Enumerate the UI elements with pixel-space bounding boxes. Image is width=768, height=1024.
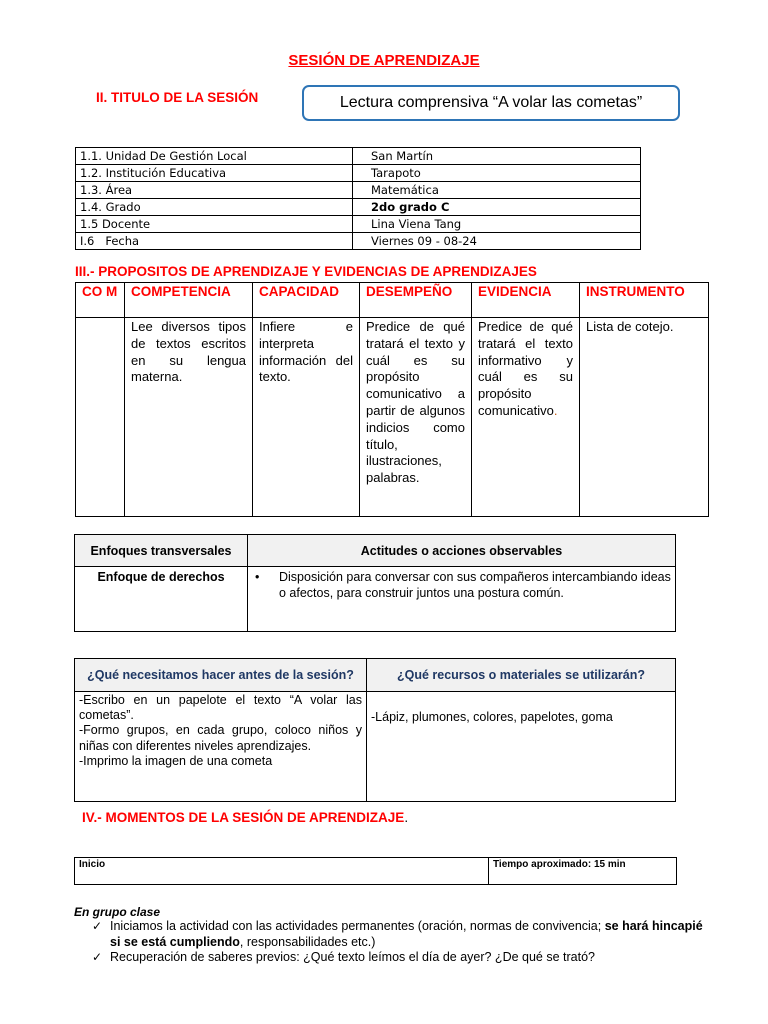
info-label: 1.5 Docente [76,216,353,233]
cell-enfoque: Enfoque de derechos [75,567,248,632]
item-bold-text: se hará hincapié si se está cumpliendo [110,919,703,949]
table-row [76,216,641,233]
cell-capacidad: Infiere e interpreta información del texto. [253,318,360,517]
section-3-label: III.- PROPOSITOS DE APRENDIZAJE Y EVIDENCIAS DE APRENDIZAJES [75,264,537,279]
actitud-text: Disposición para conversar con sus compañeros intercambiando ideas o afectos, para construir juntos una postura común. [279,570,671,600]
checkmark-icon: ✓ [92,919,103,933]
info-value: Tarapoto [353,165,641,182]
cell-instrumento: Lista de cotejo. [580,318,709,517]
col-header-competencia: COMPETENCIA [125,283,253,318]
table-row [76,318,709,517]
info-value: San Martín [353,148,641,165]
inicio-time: Tiempo aproximado: 15 min [489,858,677,885]
general-info-table [75,147,641,250]
col-header-enfoques: Enfoques transversales [75,535,248,567]
info-value: 2do grado C [353,199,641,216]
session-title-box [302,85,680,121]
info-value: Lina Viena Tang [353,216,641,233]
info-label: 1.3. Área [76,182,353,199]
checkmark-icon: ✓ [92,950,103,964]
table-row [76,148,641,165]
cross-cutting-approaches-table [74,534,676,632]
table-header-row [76,283,709,318]
item-text: Iniciamos la actividad con las actividades permanentes (oración, normas de convivencia; [110,919,605,933]
info-label: 1.1. Unidad De Gestión Local [76,148,353,165]
list-item [92,950,712,966]
col-header-actitudes: Actitudes o acciones observables [248,535,676,567]
table-row [75,858,677,885]
section-4-text: IV.- MOMENTOS DE LA SESIÓN DE APRENDIZAJE [82,810,405,825]
evidencia-text: Predice de qué tratará el texto informativo y cuál es su propósito comunicativo [478,319,573,418]
inicio-table [74,857,677,885]
item-text: Recuperación de saberes previos: ¿Qué texto leímos el día de ayer? ¿De qué se trató? [110,950,595,964]
section-4-period: . [404,810,409,825]
col-header-preparation: ¿Qué necesitamos hacer antes de la sesión? [75,659,367,692]
col-header-evidencia: EVIDENCIA [472,283,580,318]
list-item [255,570,674,601]
document-title: SESIÓN DE APRENDIZAJE [288,52,480,69]
col-header-instrumento: INSTRUMENTO [580,283,709,318]
preparation-line: -Escribo en un papelote el texto “A volar las cometas”. [79,693,362,723]
group-class-label: En grupo clase [74,905,161,919]
cell-actitudes [248,567,676,632]
preparation-line: -Formo grupos, en cada grupo, coloco niños y niñas con diferentes niveles aprendizajes. [79,723,362,753]
info-label: 1.4. Grado [76,199,353,216]
info-value: Matemática [353,182,641,199]
preparation-resources-table [74,658,676,802]
section-4-label [82,810,408,825]
preparation-line: -Imprimo la imagen de una cometa [79,753,273,768]
info-label: 1.2. Institución Educativa [76,165,353,182]
table-row [76,233,641,250]
inicio-label: Inicio [75,858,489,885]
table-row [75,567,676,632]
evidencia-period: . [553,402,558,418]
purposes-table [75,282,709,517]
session-title-text: Lectura comprensiva “A volar las cometas” [339,94,643,111]
cell-resources: -Lápiz, plumones, colores, papelotes, goma [367,692,676,802]
item-text: , responsabilidades etc.) [239,934,376,949]
cell-evidencia [472,318,580,517]
table-row [76,182,641,199]
table-header-row [75,535,676,567]
section-2-label: II. TITULO DE LA SESIÓN [96,90,259,105]
cell-desempeno: Predice de qué tratará el texto y cuál es su propósito comunicativo a partir de algunos indicios como título, ilustraciones, palabras. [360,318,472,517]
col-header-capacidad: CAPACIDAD [253,283,360,318]
cell-com [76,318,125,517]
bullet-icon: • [255,570,260,584]
table-row [76,199,641,216]
table-row [75,692,676,802]
cell-competencia: Lee diversos tipos de textos escritos en su lengua materna. [125,318,253,517]
table-header-row [75,659,676,692]
col-header-com: CO M [76,283,125,318]
table-row [76,165,641,182]
info-value: Viernes 09 - 08-24 [353,233,641,250]
info-label: I.6 Fecha [76,233,353,250]
activity-checklist [92,919,712,966]
col-header-resources: ¿Qué recursos o materiales se utilizarán? [367,659,676,692]
cell-preparation [75,692,367,802]
list-item [92,919,712,950]
col-header-desempeno: DESEMPEÑO [360,283,472,318]
